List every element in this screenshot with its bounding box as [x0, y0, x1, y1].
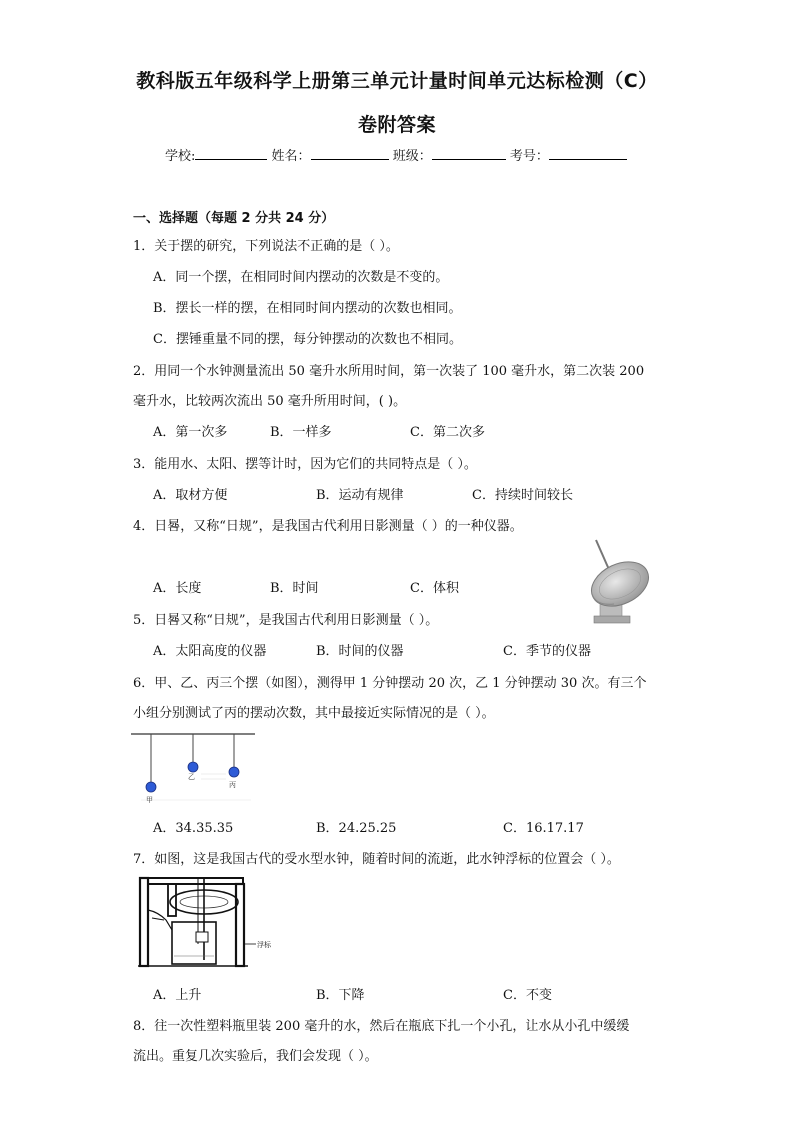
- question-2-option-c[interactable]: C．第二次多: [410, 425, 485, 440]
- school-label: 学校:: [165, 149, 196, 164]
- question-2-option-a[interactable]: A．第一次多: [153, 425, 228, 440]
- question-6-option-b[interactable]: B．24.25.25: [316, 821, 397, 836]
- question-2-stem-cont: 毫升水，比较两次流出 50 毫升所用时间，( )。: [133, 394, 407, 409]
- question-1-option-c[interactable]: C．摆锤重量不同的摆，每分钟摆动的次数也不相同。: [153, 332, 462, 347]
- pendulum-label-bing: 丙: [229, 781, 236, 789]
- sundial-image: [574, 538, 654, 624]
- question-3-option-c[interactable]: C．持续时间较长: [472, 488, 573, 503]
- question-6-stem: 6．甲、乙、丙三个摆（如图），测得甲 1 分钟摆动 20 次，乙 1 分钟摆动 30 次。有三个: [133, 676, 647, 691]
- pendulum-label-yi: 乙: [188, 773, 195, 781]
- question-7-option-c[interactable]: C．不变: [503, 988, 552, 1003]
- question-5-option-c[interactable]: C．季节的仪器: [503, 644, 591, 659]
- exam-number-blank[interactable]: [549, 146, 627, 160]
- question-5-stem: 5．日晷又称“日规”，是我国古代利用日影测量（ ）。: [133, 613, 439, 628]
- float-label: 浮标: [257, 941, 271, 949]
- question-2-option-b[interactable]: B．一样多: [270, 425, 332, 440]
- section-heading: 一、选择题（每题 2 分共 24 分）: [133, 211, 335, 226]
- question-8-stem-cont: 流出。重复几次实验后，我们会发现（ ）。: [133, 1049, 378, 1064]
- question-1-stem: 1．关于摆的研究，下列说法不正确的是（ ）。: [133, 239, 399, 254]
- name-blank[interactable]: [311, 146, 389, 160]
- question-4-option-b[interactable]: B．时间: [270, 581, 319, 596]
- question-4-option-c[interactable]: C．体积: [410, 581, 459, 596]
- exam-number-label: 考号：: [509, 149, 549, 164]
- class-label: 班级：: [392, 149, 432, 164]
- school-blank[interactable]: [195, 146, 267, 160]
- question-3-option-b[interactable]: B．运动有规律: [316, 488, 404, 503]
- question-5-option-b[interactable]: B．时间的仪器: [316, 644, 404, 659]
- question-7-option-b[interactable]: B．下降: [316, 988, 365, 1003]
- question-6-stem-cont: 小组分别测试了丙的摆动次数，其中最接近实际情况的是（ ）。: [133, 706, 495, 721]
- question-1-option-a[interactable]: A．同一个摆，在相同时间内摆动的次数是不变的。: [153, 270, 449, 285]
- document-title-line1: 教科版五年级科学上册第三单元计量时间单元达标检测（C）: [136, 70, 658, 92]
- question-7-option-a[interactable]: A．上升: [153, 988, 202, 1003]
- question-3-stem: 3．能用水、太阳、摆等计时，因为它们的共同特点是（ ）。: [133, 457, 477, 472]
- water-clock-diagram: [138, 874, 278, 970]
- student-info-row: [165, 145, 627, 164]
- question-6-option-a[interactable]: A．34.35.35: [153, 821, 234, 836]
- question-4-option-a[interactable]: A．长度: [153, 581, 202, 596]
- question-2-stem: 2．用同一个水钟测量流出 50 毫升水所用时间，第一次装了 100 毫升水，第二次装 200: [133, 364, 645, 379]
- question-7-stem: 7．如图，这是我国古代的受水型水钟，随着时间的流逝，此水钟浮标的位置会（ ）。: [133, 852, 620, 867]
- class-blank[interactable]: [432, 146, 506, 160]
- document-title-line2: 卷附答案: [357, 114, 436, 136]
- question-1-option-b[interactable]: B．摆长一样的摆，在相同时间内摆动的次数也相同。: [153, 301, 462, 316]
- name-label: 姓名：: [271, 149, 311, 164]
- pendulum-label-jia: 甲: [146, 796, 153, 804]
- question-5-option-a[interactable]: A．太阳高度的仪器: [153, 644, 267, 659]
- pendulum-diagram: [131, 730, 257, 806]
- question-8-stem: 8．往一次性塑料瓶里装 200 毫升的水，然后在瓶底下扎一个小孔，让水从小孔中缓缓: [133, 1019, 630, 1034]
- question-6-option-c[interactable]: C．16.17.17: [503, 821, 584, 836]
- question-4-stem: 4．日晷，又称“日规”，是我国古代利用日影测量（ ）的一种仪器。: [133, 519, 523, 534]
- question-3-option-a[interactable]: A．取材方便: [153, 488, 228, 503]
